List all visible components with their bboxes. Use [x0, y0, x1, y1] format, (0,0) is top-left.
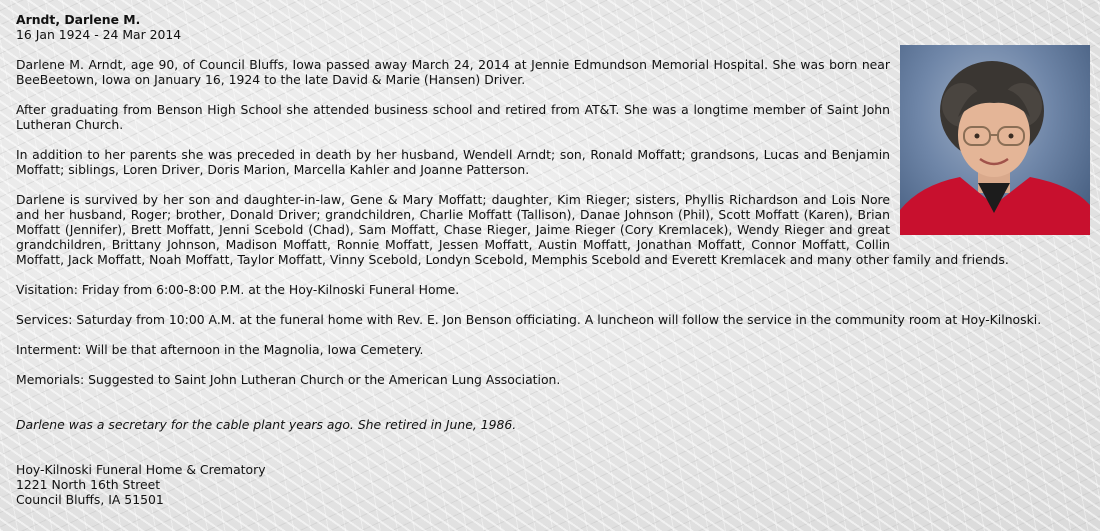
memorials-info: Memorials: Suggested to Saint John Lutheran Church or the American Lung Association.	[16, 372, 561, 387]
interment-info: Interment: Will be that afternoon in the Magnolia, Iowa Cemetery.	[16, 342, 424, 357]
services-info: Services: Saturday from 10:00 A.M. at the funeral home with Rev. E. Jon Benson officiating. A luncheon will follow the service in the community room at Hoy-Kilnoski.	[16, 312, 1042, 327]
visitation-info: Visitation: Friday from 6:00-8:00 P.M. at the Hoy-Kilnoski Funeral Home.	[16, 282, 460, 297]
funeral-home-street: 1221 North 16th Street	[16, 477, 161, 492]
obituary	[16, 12, 1090, 507]
portrait-icon	[900, 45, 1090, 235]
paragraph-preceded: In addition to her parents she was preceded in death by her husband, Wendell Arndt; son, Ronald Moffatt; grandsons, Lucas and Benjamin Moffatt; siblings, Loren Driver, Doris Marion, Marcella Kahler and Joanne Patterson.	[16, 147, 890, 177]
portrait-photo	[900, 45, 1090, 235]
paragraph-birth: Darlene M. Arndt, age 90, of Council Bluffs, Iowa passed away March 24, 2014 at Jennie Edmundson Memorial Hospital. She was born near BeeBeetown, Iowa on January 16, 1924 to the late David & Marie (Hansen) Driver.	[16, 57, 890, 87]
funeral-home-city: Council Bluffs, IA 51501	[16, 492, 164, 507]
paragraph-career: After graduating from Benson High School she attended business school and retired from AT&T. She was a longtime member of Saint John Lutheran Church.	[16, 102, 890, 132]
funeral-home-name: Hoy-Kilnoski Funeral Home & Crematory	[16, 462, 266, 477]
obituary-name: Arndt, Darlene M.	[16, 12, 141, 27]
paragraph-survivors: Darlene is survived by her son and daughter-in-law, Gene & Mary Moffatt; daughter, Kim Rieger; sisters, Phyllis Richardson and Lois Nore and her husband, Roger; brother, Donald Driver; grandchildren, Charlie Moffatt (Tallison), Danae Johnson (Phil), Scott Moffatt (Karen), Brian Moffatt (Jennifer), Brett Moffatt, Jenni Scebold (Chad), Sam Moffatt, Chase Rieger, Jaime Rieger (Cory Kremlacek), Wendy Rieger and great grandchildren, Brittany Johnson, Madison Moffatt, Ronnie Moffatt, Jessen Moffatt, Austin Moffatt, Jonathan Moffatt, Connor Moffatt, Collin Moffatt, Jack Moffatt, Noah Moffatt, Taylor Moffatt, Vinny Scebold, Londyn Scebold, Memphis Scebold and Everett Kremlacek and many other family and friends.	[16, 192, 1009, 267]
career-note: Darlene was a secretary for the cable plant years ago. She retired in June, 1986.	[16, 417, 517, 432]
obituary-dates: 16 Jan 1924 - 24 Mar 2014	[16, 27, 182, 42]
